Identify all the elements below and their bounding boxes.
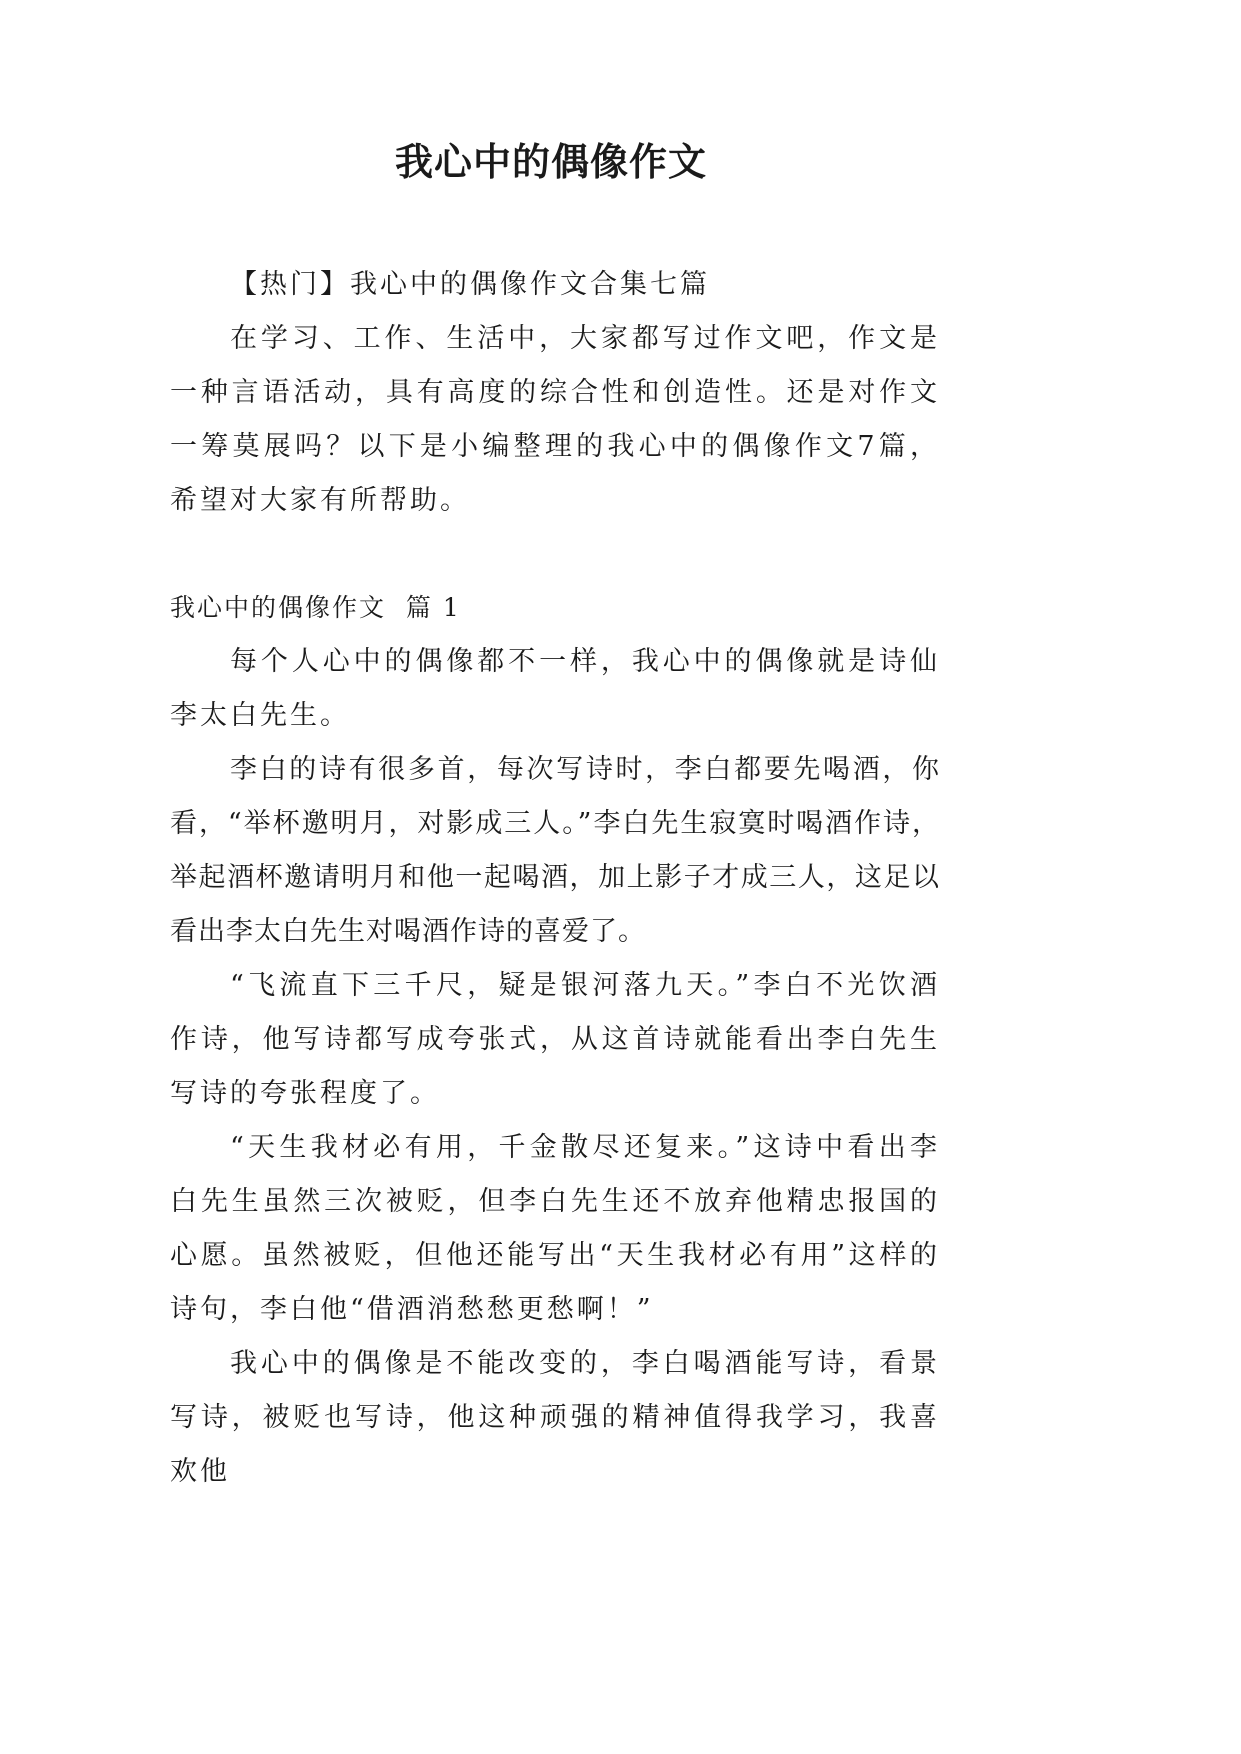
section-heading: 我心中的偶像作文 篇 1 <box>170 593 461 622</box>
essay-paragraph: 李白的诗有很多首，每次写诗时，李白都要先喝酒，你看，“举杯邀明月，对影成三人。”李白先生寂寞时喝酒作诗，举起酒杯邀请明月和他一起喝酒，加上影子才成三人，这足以看出李太白先生对喝酒作诗的喜爱了。 <box>170 754 940 947</box>
intro-paragraph: 在学习、工作、生活中，大家都写过作文吧，作文是一种言语活动，具有高度的综合性和创造性。还是对作文一筹莫展吗？以下是小编整理的我心中的偶像作文7篇，希望对大家有所帮助。 <box>170 323 940 516</box>
essay-paragraph: “天生我材必有用，千金散尽还复来。”这诗中看出李白先生虽然三次被贬，但李白先生还不放弃他精忠报国的心愿。虽然被贬，但他还能写出“天生我材必有用”这样的诗句，李白他“借酒消愁愁更愁啊！” <box>170 1132 940 1325</box>
document-body <box>170 258 940 1499</box>
section-spacer <box>170 528 940 581</box>
document-title: 我心中的偶像作文 <box>394 140 707 184</box>
essay-paragraph: 每个人心中的偶像都不一样，我心中的偶像就是诗仙李太白先生。 <box>170 646 940 731</box>
subtitle-line: 【热门】我心中的偶像作文合集七篇 <box>230 269 710 300</box>
essay-paragraph: 我心中的偶像是不能改变的，李白喝酒能写诗，看景写诗，被贬也写诗，他这种顽强的精神值得我学习，我喜欢他 <box>170 1348 940 1487</box>
essay-paragraph: “飞流直下三千尺，疑是银河落九天。”李白不光饮酒作诗，他写诗都写成夸张式，从这首诗就能看出李白先生写诗的夸张程度了。 <box>170 970 940 1109</box>
